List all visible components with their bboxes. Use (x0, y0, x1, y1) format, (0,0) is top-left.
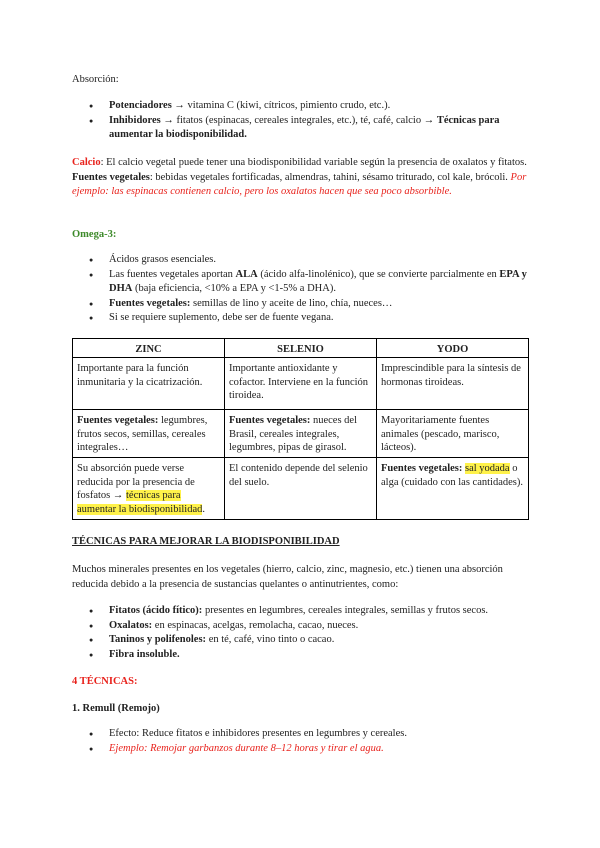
zinc-highlight: técnicas para aumentar la biodisponibilidad (77, 490, 203, 515)
tecnicas-heading: TÉCNICAS PARA MEJORAR LA BIODISPONIBILIDAD (72, 536, 340, 547)
header-selenio: SELENIO (225, 339, 377, 358)
list-item (72, 633, 528, 648)
selenio-fuentes-text: nueces del Brasil, cereales integrales, legumbres, pipas de girasol. (229, 415, 358, 453)
oxalatos-label: Oxalatos: (109, 619, 153, 631)
list-item (72, 648, 528, 663)
list-item (72, 742, 528, 757)
table-cell: Su absorción puede verse reducida por la presencia de fosfatos → técnicas para aumentar la biodisponibilidad. (73, 458, 225, 520)
list-item (72, 99, 528, 114)
list-item (72, 114, 528, 143)
table-row (73, 410, 529, 458)
table-cell: Importante antioxidante y cofactor. Interviene en la función tiroidea. (225, 358, 377, 410)
omega-list (72, 253, 528, 326)
yodo-highlight: sal yodada (464, 463, 510, 474)
omega-item-text: Las fuentes vegetales aportan (109, 268, 236, 280)
zinc-fuentes-label: Fuentes vegetales: (77, 415, 159, 426)
table-row (73, 458, 529, 520)
tecnicas-intro: Muchos minerales presentes en los vegetales (hierro, calcio, zinc, magnesio, etc.) tienen una absorción reducida debido a la presencia de sustancias quelantes o antinutrientes, como: (72, 564, 503, 590)
remojo-efecto: Efecto: Reduce fitatos e inhibidores presentes en legumbres y cereales. (109, 728, 407, 739)
table-cell: Importante para la función inmunitaria y la cicatrización. (73, 358, 225, 410)
remojo-list (72, 727, 528, 756)
taninos-text: en té, café, vino tinto o cacao. (206, 634, 335, 645)
omega-item-text: Si se requiere suplemento, debe ser de fuente vegana. (109, 312, 334, 323)
omega-fuentes-label: Fuentes vegetales: (109, 297, 191, 309)
omega-item-text: (ácido alfa-linolénico), que se convierte parcialmente en (257, 268, 500, 280)
table-cell: El contenido depende del selenio del suelo. (225, 458, 377, 520)
header-zinc: ZINC (73, 339, 225, 358)
table-row (73, 358, 529, 410)
list-item (72, 311, 528, 326)
calcio-example: Por ejemplo: las espinacas contienen calcio, pero los oxalatos hacen que sea poco absorbible. (72, 171, 527, 197)
calcio-fuentes-label: Fuentes vegetales (72, 171, 150, 183)
selenio-fuentes-label: Fuentes vegetales: (229, 415, 311, 426)
omega-label: Omega-3: (72, 229, 117, 240)
minerales-table (72, 338, 529, 520)
fitatos-label: Fitatos (ácido fítico): (109, 605, 203, 616)
oxalatos-text: en espinacas, acelgas, remolacha, cacao, nueces. (152, 619, 359, 631)
potenciadores-label: Potenciadores (109, 100, 172, 111)
yodo-fuentes-label: Fuentes vegetales: (381, 463, 463, 474)
remojo-ejemplo: Ejemplo: Remojar garbanzos durante 8–12 horas y tirar el agua. (109, 742, 384, 754)
calcio-label: Calcio (72, 157, 101, 168)
header-yodo: YODO (377, 339, 529, 358)
fitatos-text: presentes en legumbres, cereales integrales, semillas y frutos secos. (202, 605, 489, 616)
table-cell (225, 410, 377, 458)
fibra-label: Fibra insoluble. (109, 648, 180, 660)
calcio-paragraph (72, 156, 528, 200)
inhibidores-link-text: Técnicas para aumentar la biodisponibilidad. (109, 114, 500, 140)
table-header-row (73, 339, 529, 358)
remojo-heading: 1. Remull (Remojo) (72, 703, 160, 714)
cuatro-tecnicas-heading: 4 TÉCNICAS: (72, 676, 138, 687)
table-cell (73, 410, 225, 458)
list-item (72, 604, 528, 619)
table-cell: Imprescindible para la síntesis de hormonas tiroideas. (377, 358, 529, 410)
yodo-text: o alga (cuidado con las cantidades). (381, 463, 523, 488)
omega-item-text: Ácidos grasos esenciales. (109, 254, 217, 265)
antinutrientes-list (72, 604, 528, 662)
table-cell: Mayoritariamente fuentes animales (pescado, marisco, lácteos). (377, 410, 529, 458)
calcio-text: : El calcio vegetal puede tener una biodisponibilidad variable según la presencia de oxalatos y fitatos. (100, 157, 527, 168)
epa-dha-label: EPA y DHA (109, 268, 527, 294)
ala-label: ALA (235, 268, 258, 280)
absorcion-label: Absorción: (72, 74, 119, 85)
taninos-label: Taninos y polifenoles: (109, 634, 207, 645)
potenciadores-text: → vitamina C (kiwi, cítricos, pimiento crudo, etc.). (171, 100, 391, 111)
zinc-absorcion-text: Su absorción puede verse reducida por la presencia de fosfatos → (77, 463, 195, 501)
inhibidores-label: Inhibidores (109, 114, 161, 126)
list-item (72, 619, 528, 634)
list-item (72, 727, 528, 742)
calcio-fuentes-text: : bebidas vegetales fortificadas, almendras, tahini, sésamo triturado, col kale, brócoli. (149, 171, 511, 183)
table-cell (377, 458, 529, 520)
list-item (72, 253, 528, 268)
omega-item-text: (baja eficiencia, <10% a EPA y <1-5% a DHA). (132, 283, 336, 294)
list-item (72, 297, 528, 312)
list-item (72, 268, 528, 297)
absorcion-list (72, 99, 528, 143)
inhibidores-text: → fitatos (espinacas, cereales integrales, etc.), té, café, calcio → (160, 114, 437, 126)
omega-item-text: semillas de lino y aceite de lino, chía, nueces… (190, 297, 393, 309)
zinc-fuentes-text: legumbres, frutos secos, semillas, cereales integrales… (77, 415, 208, 453)
